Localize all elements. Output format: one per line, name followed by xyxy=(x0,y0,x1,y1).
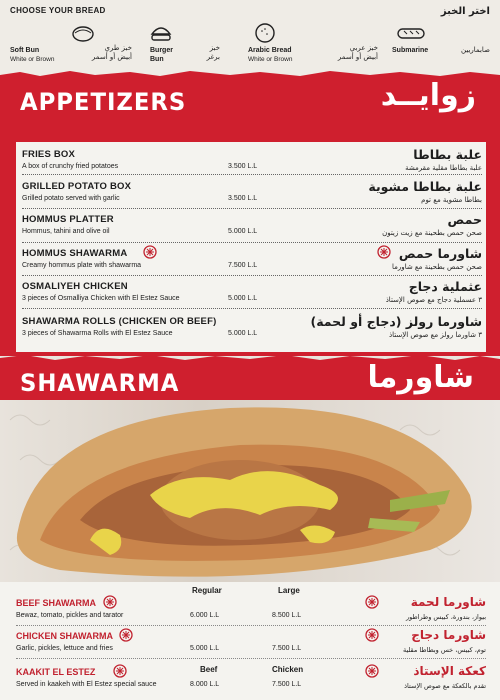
item-divider xyxy=(16,658,486,659)
item-name: OSMALIYEH CHICKEN xyxy=(22,281,128,292)
item-price: 3.500 L.L xyxy=(228,163,258,170)
item-divider xyxy=(16,625,486,626)
item-description: Hommus, tahini and olive oil xyxy=(22,228,110,235)
item-name-ar: شاورما لحمة xyxy=(410,595,486,609)
bread-label-ar: صابماريين xyxy=(461,46,490,54)
item-description-ar: بطاطا مشوية مع توم xyxy=(421,196,482,204)
price-large: 7.500 L.L xyxy=(272,645,302,652)
item-description-ar: صحن حمص بطحينة مع شاورما xyxy=(392,263,482,271)
bread-sublabel: White or Brown xyxy=(248,56,293,63)
item-description: Creamy hommus plate with shawarma xyxy=(22,262,142,269)
item-description-ar: توم، كبيس، خس وبطاطا مقلية xyxy=(402,646,486,654)
bread-label-ar: خبز طري xyxy=(104,44,132,52)
bread-heading: CHOOSE YOUR BREAD xyxy=(10,6,106,15)
item-description: Served in kaakeh with El Estez special sauce xyxy=(16,681,157,688)
chef-special-icon xyxy=(102,595,118,609)
bread-sublabel: White or Brown xyxy=(10,56,55,63)
appetizers-title-ar: زوايــد xyxy=(380,78,476,113)
shawarma-title-ar: شاورما xyxy=(367,360,474,395)
item-description: 3 pieces of Shawarma Rolls with El Estez Sauce xyxy=(22,330,173,337)
bread-heading-ar: اختر الخبز xyxy=(440,6,490,17)
column-header-regular: Regular xyxy=(192,586,222,595)
menu-item-chicken-shawarma xyxy=(16,628,486,661)
item-name: CHICKEN SHAWARMA xyxy=(16,631,114,641)
item-divider xyxy=(22,308,482,310)
item-description: Grilled potato served with garlic xyxy=(22,195,120,202)
variant-label-chicken: Chicken xyxy=(272,665,304,674)
bread-label: Soft Bun xyxy=(10,47,40,54)
item-divider xyxy=(22,275,482,277)
bread-label: Submarine xyxy=(392,47,429,54)
soft-bun-icon xyxy=(72,22,94,44)
bread-sublabel: Bun xyxy=(150,56,164,63)
chef-special-icon xyxy=(364,664,380,678)
item-name-ar: علبة بطاطا xyxy=(413,147,482,162)
item-name: GRILLED POTATO BOX xyxy=(22,181,132,192)
bread-label: Arabic Bread xyxy=(248,47,292,54)
menu-item-beef-shawarma xyxy=(16,595,486,628)
item-divider xyxy=(22,174,482,176)
item-description-ar: بيواز، بندورة، كبيس وطراطور xyxy=(405,613,486,621)
item-price: 7.500 L.L xyxy=(228,262,258,269)
variant-label-beef: Beef xyxy=(200,665,218,674)
submarine-bread-icon xyxy=(396,22,426,44)
item-price: 3.500 L.L xyxy=(228,195,258,202)
item-price: 5.000 L.L xyxy=(228,295,258,302)
price-chicken: 7.500 L.L xyxy=(272,681,302,688)
menu-item-kaakit-el-estez xyxy=(16,664,486,697)
item-name-ar: حمص xyxy=(447,212,482,227)
item-name: BEEF SHAWARMA xyxy=(16,598,97,608)
chef-special-icon xyxy=(112,664,128,678)
bread-label-ar: خبز xyxy=(209,44,220,52)
item-description: A box of crunchy fried potatoes xyxy=(22,163,119,170)
price-beef: 8.000 L.L xyxy=(190,681,220,688)
item-description-ar: ٣ عسملية دجاج مع صوص الإستاذ xyxy=(385,296,482,304)
arabic-bread-icon xyxy=(254,22,276,44)
item-name: KAAKIT EL ESTEZ xyxy=(16,667,96,677)
item-name: HOMMUS SHAWARMA xyxy=(22,248,128,259)
menu-item-shawarma-rolls xyxy=(22,316,482,349)
appetizers-title: APPETIZERS xyxy=(20,88,187,116)
item-name-ar: شاورما رولز (دجاج أو لحمة) xyxy=(310,314,482,329)
bread-label: Burger xyxy=(150,47,173,54)
shawarma-title: SHAWARMA xyxy=(20,369,180,397)
item-name: SHAWARMA ROLLS (CHICKEN OR BEEF) xyxy=(22,316,217,327)
chef-special-icon xyxy=(364,595,380,609)
item-divider xyxy=(22,242,482,244)
bread-sublabel-ar: أبيض أو أسمر xyxy=(337,53,378,61)
item-description-ar: تقدم بالكعكة مع صوص الإستاذ xyxy=(404,682,486,690)
item-description: 3 pieces of Osmalliya Chicken with El Estez Sauce xyxy=(22,295,180,302)
item-description-ar: علبة بطاطا مقلية مقرمشة xyxy=(405,164,482,172)
item-name-ar: شاورما حمص xyxy=(398,246,482,261)
bread-sublabel-ar: أبيض أو أسمر xyxy=(91,53,132,61)
item-name-ar: كعكة الإستاذ xyxy=(413,664,486,678)
item-name: HOMMUS PLATTER xyxy=(22,214,114,225)
item-price: 5.000 L.L xyxy=(228,330,258,337)
item-price: 5.000 L.L xyxy=(228,228,258,235)
chef-special-icon xyxy=(376,245,392,259)
shawarma-sandwich-photo xyxy=(0,400,500,582)
item-divider xyxy=(22,208,482,210)
chef-special-icon xyxy=(142,245,158,259)
item-name-ar: علبة بطاطا مشوية xyxy=(368,179,482,194)
item-description-ar: ٣ شاورما رولز مع صوص الإستاذ xyxy=(389,331,482,339)
chef-special-icon xyxy=(118,628,134,642)
chef-special-icon xyxy=(364,628,380,642)
price-regular: 5.000 L.L xyxy=(190,645,220,652)
item-description: Garlic, pickles, lettuce and fries xyxy=(16,645,113,652)
menu-item-fries-box xyxy=(22,149,482,182)
item-description-ar: صحن حمص بطحينة مع زيت زيتون xyxy=(382,229,482,237)
price-large: 8.500 L.L xyxy=(272,612,302,619)
item-name: FRIES BOX xyxy=(22,149,76,160)
price-regular: 6.000 L.L xyxy=(190,612,220,619)
bread-sublabel-ar: برغر xyxy=(206,53,220,61)
burger-bun-icon xyxy=(150,22,172,44)
bread-label-ar: خبز عربي xyxy=(349,44,378,52)
item-name-ar: عثملية دجاج xyxy=(408,279,482,294)
item-description: Bewaz, tomato, pickles and tarator xyxy=(16,612,124,619)
column-header-large: Large xyxy=(278,586,300,595)
item-name-ar: شاورما دجاج xyxy=(411,628,486,642)
sandwich-illustration xyxy=(0,400,500,582)
